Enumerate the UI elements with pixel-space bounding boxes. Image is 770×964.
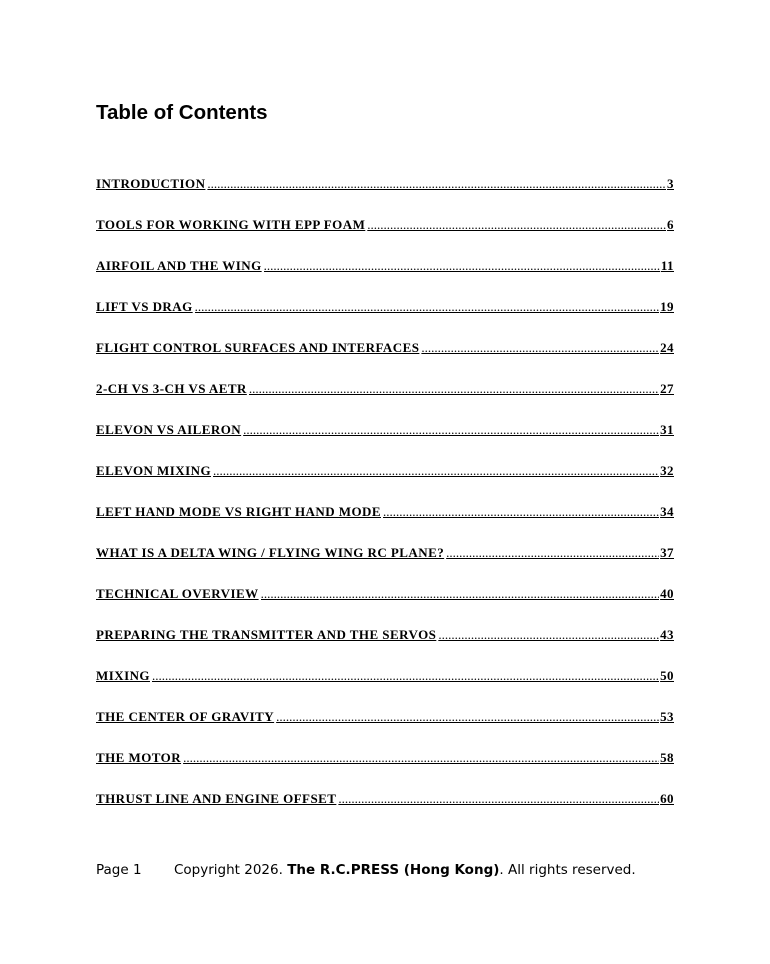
toc-dot-leader	[261, 586, 660, 602]
toc-dot-leader	[367, 217, 666, 233]
toc-entry-page-number: 3	[667, 176, 674, 191]
toc-entry-page-number: 27	[660, 381, 674, 396]
page-footer	[96, 862, 636, 878]
toc-entry[interactable]	[96, 504, 674, 545]
toc-dot-leader	[276, 709, 659, 725]
toc-entry[interactable]	[96, 299, 674, 340]
footer-copyright-prefix: Copyright 2026.	[174, 862, 288, 878]
toc-entry-page-number: 60	[660, 791, 674, 806]
toc-entry[interactable]	[96, 340, 674, 381]
toc-entry-page-number: 6	[667, 217, 674, 232]
toc-heading: Table of Contents	[96, 101, 268, 124]
footer-page-number: Page 1	[96, 862, 142, 878]
toc-entry-page-number: 32	[660, 463, 674, 478]
toc-entry-page-number: 40	[660, 586, 674, 601]
toc-entry[interactable]	[96, 627, 674, 668]
toc-dot-leader	[383, 504, 659, 520]
toc-entry-page-number: 50	[660, 668, 674, 683]
toc-dot-leader	[207, 176, 666, 192]
toc-entry-label: THRUST LINE AND ENGINE OFFSET	[96, 791, 337, 806]
toc-entry-page-number: 58	[660, 750, 674, 765]
toc-entry-label: LIFT VS DRAG	[96, 299, 193, 314]
toc-entry[interactable]	[96, 791, 674, 832]
toc-entry-label: INTRODUCTION	[96, 176, 206, 191]
toc-entry[interactable]	[96, 668, 674, 709]
toc-entry[interactable]	[96, 545, 674, 586]
toc-dot-leader	[438, 627, 659, 643]
toc-dot-leader	[264, 258, 660, 274]
toc-entry-page-number: 24	[660, 340, 674, 355]
toc-entry[interactable]	[96, 381, 674, 422]
toc-entry-label: TECHNICAL OVERVIEW	[96, 586, 259, 601]
footer-copyright-suffix: . All rights reserved.	[499, 862, 636, 878]
toc-entry-page-number: 37	[660, 545, 674, 560]
toc-entry-page-number: 31	[660, 422, 674, 437]
toc-dot-leader	[249, 381, 659, 397]
toc-dot-leader	[421, 340, 659, 356]
toc-dot-leader	[195, 299, 659, 315]
toc-dot-leader	[338, 791, 659, 807]
toc-entry[interactable]	[96, 217, 674, 258]
toc-entry[interactable]	[96, 463, 674, 504]
footer-publisher: The R.C.PRESS (Hong Kong)	[287, 862, 500, 878]
toc-entry-label: 2-CH VS 3-CH VS AETR	[96, 381, 247, 396]
toc-entry[interactable]	[96, 258, 674, 299]
toc-dot-leader	[152, 668, 659, 684]
toc-entry[interactable]	[96, 709, 674, 750]
toc-entry-label: ELEVON VS AILERON	[96, 422, 242, 437]
toc-dot-leader	[183, 750, 659, 766]
toc-entry-label: ELEVON MIXING	[96, 463, 212, 478]
toc-entry-page-number: 19	[660, 299, 674, 314]
toc-entry-label: FLIGHT CONTROL SURFACES AND INTERFACES	[96, 340, 420, 355]
toc-entry-label: WHAT IS A DELTA WING / FLYING WING RC PLANE?	[96, 545, 445, 560]
toc-entry-label: LEFT HAND MODE VS RIGHT HAND MODE	[96, 504, 381, 519]
toc-entry[interactable]	[96, 586, 674, 627]
toc-entry[interactable]	[96, 422, 674, 463]
toc-list	[96, 176, 674, 832]
toc-entry-label: THE CENTER OF GRAVITY	[96, 709, 275, 724]
toc-dot-leader	[446, 545, 659, 561]
toc-entry-label: MIXING	[96, 668, 150, 683]
toc-entry-label: AIRFOIL AND THE WING	[96, 258, 262, 273]
toc-entry-label: THE MOTOR	[96, 750, 182, 765]
toc-entry-page-number: 11	[660, 258, 674, 273]
toc-entry-label: TOOLS FOR WORKING WITH EPP FOAM	[96, 217, 366, 232]
toc-entry-page-number: 43	[660, 627, 674, 642]
toc-entry-label: PREPARING THE TRANSMITTER AND THE SERVOS	[96, 627, 437, 642]
toc-entry-page-number: 53	[660, 709, 674, 724]
toc-dot-leader	[243, 422, 659, 438]
toc-entry[interactable]	[96, 750, 674, 791]
toc-dot-leader	[213, 463, 659, 479]
toc-entry[interactable]	[96, 176, 674, 217]
toc-entry-page-number: 34	[660, 504, 674, 519]
